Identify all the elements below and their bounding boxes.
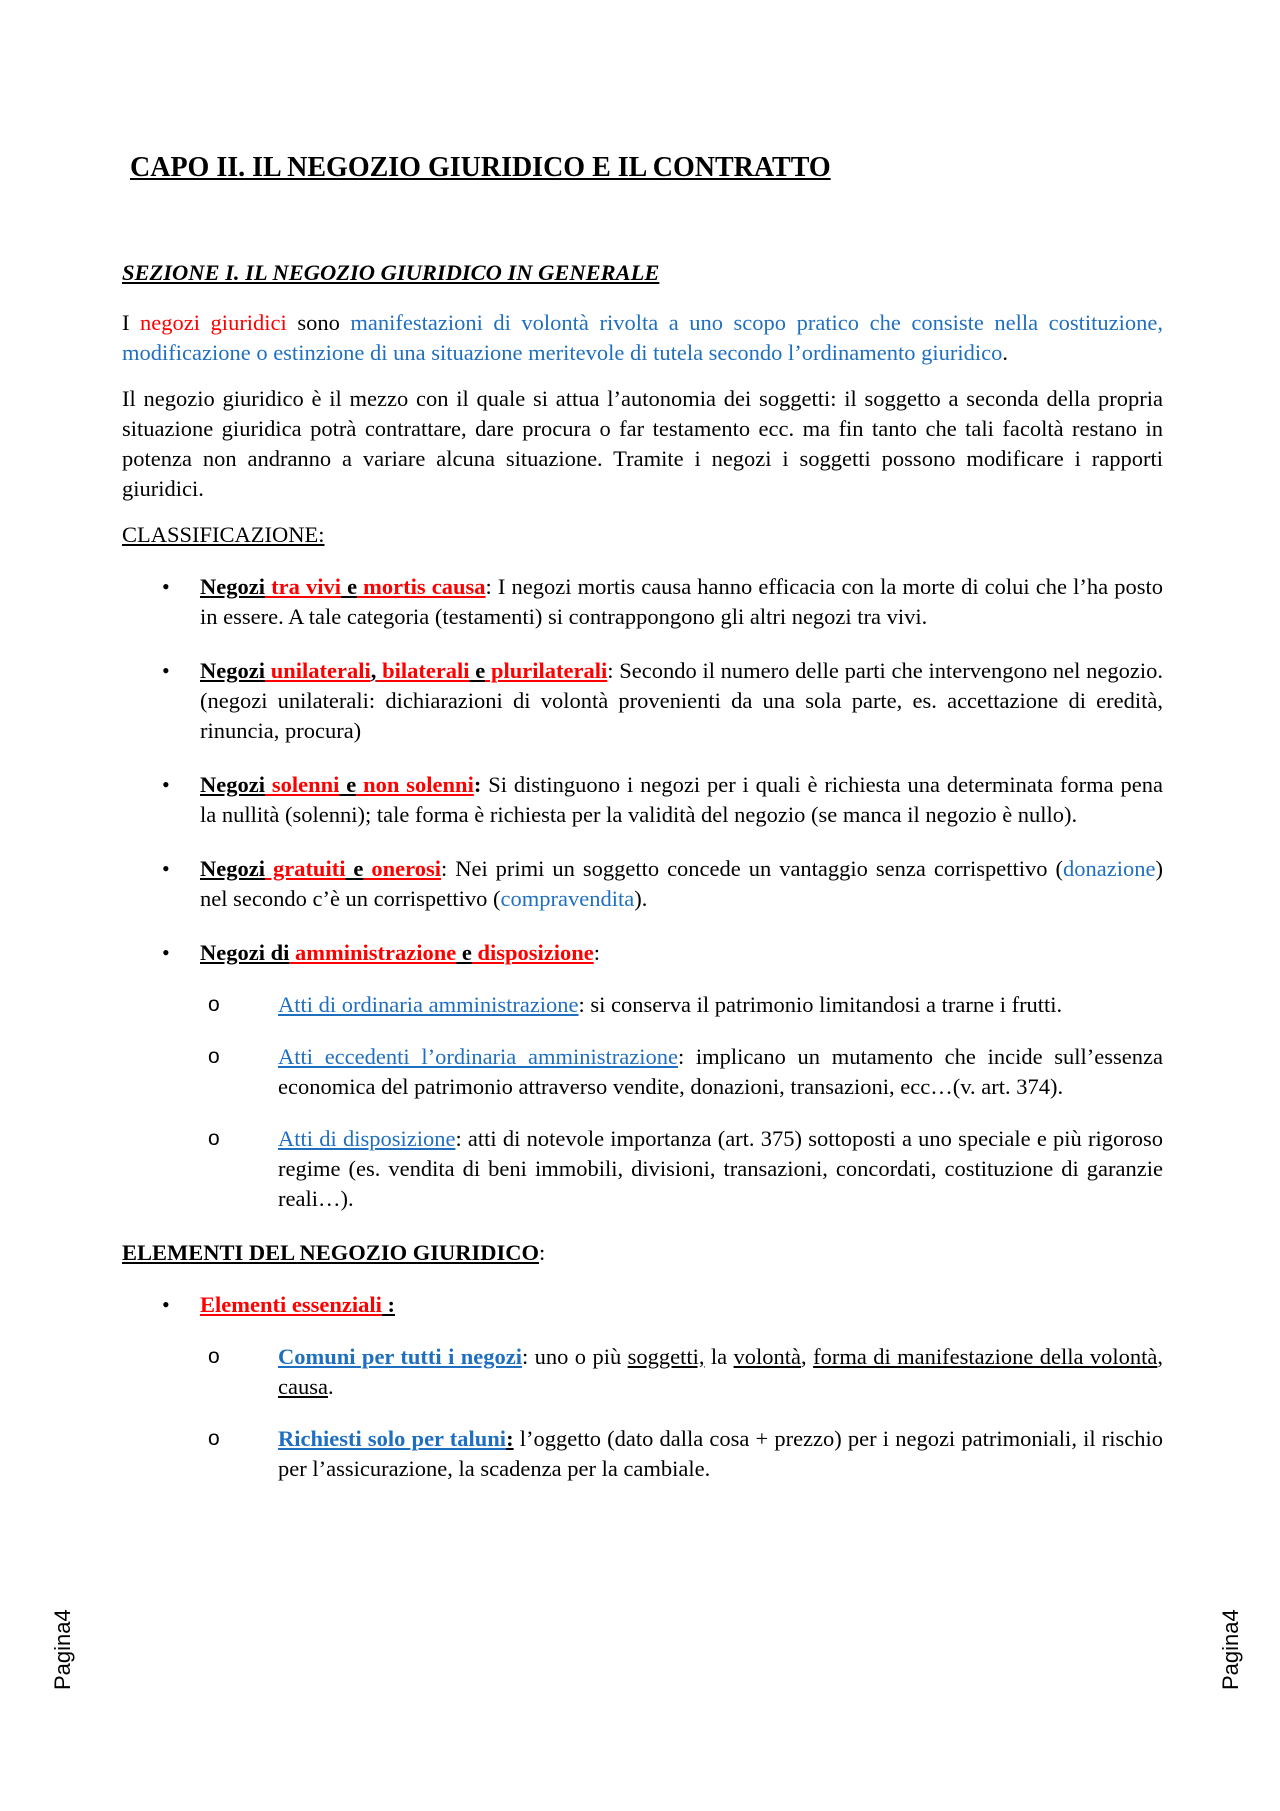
term-highlight: non solenni [356, 772, 474, 797]
intro-paragraph-2: Il negozio giuridico è il mezzo con il quale si attua l’autonomia dei soggetti: il soggetto a seconda della propria situazione giuridica potrà contrattare, dare procura o far testamento ecc. ma fin tanto che tali facoltà restano in potenza non andranno a variare alcuna situazione. Tramite i negozi i soggetti possono modificare i rapporti giuridici. [122, 386, 1163, 501]
elements-list [122, 1290, 1163, 1484]
list-item [122, 572, 1163, 632]
bullet-icon: • [162, 658, 170, 683]
required-elements-colon: : [506, 1426, 514, 1451]
sub-list-item [200, 1342, 1163, 1402]
item-description: : [593, 940, 601, 965]
item-description: : Nei primi un soggetto concede un vantaggio senza corrispettivo ( [440, 856, 1064, 881]
bullet-icon: • [162, 856, 170, 881]
classification-heading: CLASSIFICAZIONE: [122, 522, 325, 547]
element-causa: causa [278, 1374, 328, 1399]
section-title: SEZIONE I. IL NEGOZIO GIURIDICO IN GENERALE [122, 260, 660, 285]
sub-description: l’oggetto (dato dalla cosa + prezzo) per i negozi patrimoniali, il rischio per l’assicurazione, la scadenza per la cambiale. [278, 1426, 1163, 1481]
bullet-icon: • [162, 772, 170, 797]
term-word: Negozi [200, 772, 265, 797]
term-word: e [456, 940, 472, 965]
term-word: Negozi [200, 856, 265, 881]
term-word: Negozi [200, 574, 265, 599]
page-content [122, 258, 1163, 1508]
classification-list [122, 572, 1163, 1214]
sub-list-item [200, 1124, 1163, 1214]
sub-list-item [200, 1042, 1163, 1102]
term-highlight: disposizione [471, 940, 594, 965]
chapter-title: CAPO II. IL NEGOZIO GIURIDICO E IL CONTRATTO [130, 152, 831, 183]
text-run: . [1002, 340, 1008, 365]
bullet-icon: • [162, 940, 170, 965]
sub-list [200, 990, 1163, 1214]
term-colon: : [473, 772, 482, 797]
term-word: e [345, 856, 364, 881]
term-word: e [469, 658, 486, 683]
item-description: ). [634, 886, 648, 911]
circle-bullet-icon: o [208, 993, 220, 1016]
required-elements-term: Richiesti solo per taluni [278, 1426, 507, 1451]
term-highlight: amministrazione [289, 940, 457, 965]
text-run: sono [286, 310, 351, 335]
essential-elements-colon: : [381, 1292, 395, 1317]
elements-heading-colon: : [538, 1240, 546, 1265]
list-item [122, 656, 1163, 746]
term-word: Negozi [200, 658, 265, 683]
circle-bullet-icon: o [208, 1427, 220, 1450]
sub-term: Atti eccedenti l’ordinaria amministrazione [278, 1044, 678, 1069]
elements-heading [122, 1238, 1163, 1268]
text-run: la [704, 1344, 734, 1369]
list-item [122, 938, 1163, 1214]
term-negozi-giuridici: negozi giuridici [140, 310, 287, 335]
text-run: , [1157, 1344, 1163, 1369]
term-highlight: unilaterali [264, 658, 371, 683]
sub-description: : atti di notevole importanza (art. 375) sottoposti a uno speciale e più rigoroso regime (es. vendita di beni immobili, divisioni, transazioni, concordati, costituzione di garanzie reali…). [278, 1126, 1163, 1211]
term-word: e [340, 574, 358, 599]
term-word: e [339, 772, 357, 797]
circle-bullet-icon: o [208, 1045, 220, 1068]
text-run: . [327, 1374, 334, 1399]
sub-list-item [200, 1424, 1163, 1484]
term-highlight: onerosi [363, 856, 441, 881]
text-run: , [801, 1344, 814, 1369]
sub-description: : implicano un mutamento che incide sull’essenza economica del patrimonio attraverso vendite, donazioni, transazioni, ecc…(v. art. 374). [278, 1044, 1163, 1099]
element-volonta: volontà [733, 1344, 802, 1369]
text-run: I [122, 310, 141, 335]
common-elements-term: Comuni per tutti i negozi [278, 1344, 522, 1369]
bullet-icon: • [162, 574, 170, 599]
sub-term: Atti di ordinaria amministrazione [278, 992, 579, 1017]
list-item [122, 770, 1163, 830]
circle-bullet-icon: o [208, 1345, 220, 1368]
essential-elements-label: Elementi essenziali [200, 1292, 382, 1317]
term-highlight: bilaterali [376, 658, 470, 683]
term-highlight: tra vivi [264, 574, 341, 599]
term-highlight: solenni [264, 772, 340, 797]
sub-list-item [200, 990, 1163, 1020]
sub-term: Atti di disposizione [278, 1126, 456, 1151]
elements-heading-text: ELEMENTI DEL NEGOZIO GIURIDICO [122, 1240, 539, 1265]
item-description: : Secondo il numero delle parti che intervengono nel negozio. (negozi unilaterali: dichiarazioni di volontà provenienti da una sola parte, es. accettazione di eredità, rinuncia, procura) [200, 658, 1163, 743]
definition-text: manifestazioni di volontà rivolta a uno scopo pratico che consiste nella costituzione, modificazione o estinzione di una situazione meritevole di tutela secondo l’ordinamento giuridico [122, 310, 1163, 365]
term-highlight: gratuiti [264, 856, 346, 881]
item-description: Si distinguono i negozi per i quali è richiesta una determinata forma pena la nullità (solenni); tale forma è richiesta per la validità del negozio (se manca il negozio è nullo). [200, 772, 1163, 827]
circle-bullet-icon: o [208, 1127, 220, 1150]
page-label-left: Pagina4 [50, 1609, 75, 1690]
item-description: ) nel secondo c’è un corrispettivo ( [200, 856, 1163, 911]
bullet-icon: • [162, 1292, 170, 1317]
term-highlight: plurilaterali [485, 658, 608, 683]
page-label-right: Pagina4 [1218, 1609, 1243, 1690]
item-description: : I negozi mortis causa hanno efficacia con la morte di colui che l’ha posto in essere. A tale categoria (testamenti) si contrappongono gli altri negozi tra vivi. [200, 574, 1163, 629]
example-term: compravendita [500, 886, 635, 911]
sub-list [200, 1342, 1163, 1484]
sub-description: : si conserva il patrimonio limitandosi a trarne i frutti. [578, 992, 1063, 1017]
element-forma: forma di manifestazione della volontà [813, 1344, 1158, 1369]
term-highlight: mortis causa [357, 574, 486, 599]
example-term: donazione [1063, 856, 1156, 881]
text-run: : uno o più [521, 1344, 628, 1369]
term-word: Negozi di [200, 940, 290, 965]
list-item [122, 1290, 1163, 1484]
element-soggetti: soggetti, [627, 1344, 705, 1369]
intro-definition-paragraph [122, 308, 1163, 368]
term-word: , [370, 658, 377, 683]
list-item [122, 854, 1163, 914]
